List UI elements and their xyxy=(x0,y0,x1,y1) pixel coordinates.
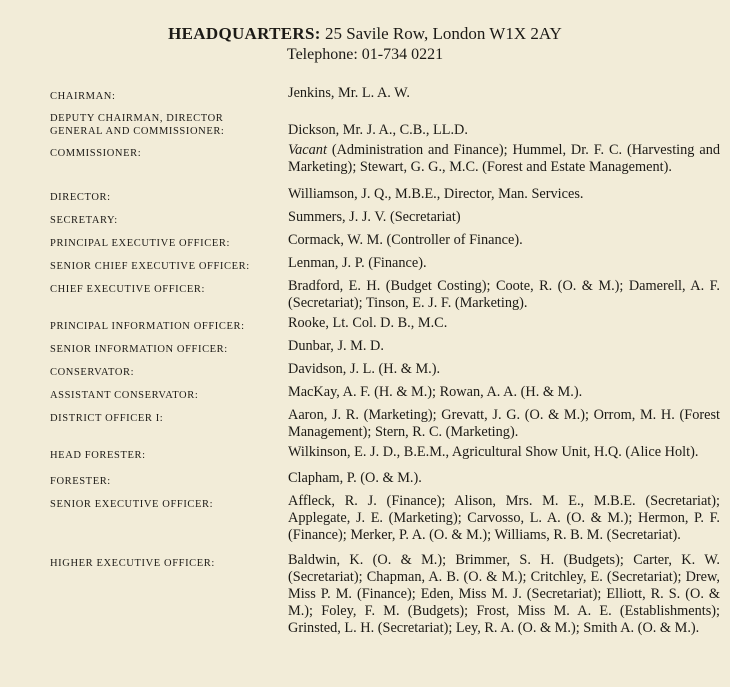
entry-secretary xyxy=(50,209,720,229)
entry-value: Jenkins, Mr. L. A. W. xyxy=(288,85,410,101)
entry-principal-executive-officer xyxy=(50,232,720,252)
entry-value: Williamson, J. Q., M.B.E., Director, Man. Services. xyxy=(288,186,584,202)
entry-chairman xyxy=(50,85,720,105)
entry-value: Affleck, R. J. (Finance); Alison, Mrs. M. E., M.B.E. (Secretariat); Applegate, J. E. (Marketing); Carvosso, L. A. (O. & M.); Hermon, P. F. (Finance); Merker, P. A. (O. & M.); Williams, R. B. M. (Secretariat). xyxy=(288,493,720,543)
entry-label: CHIEF EXECUTIVE OFFICER: xyxy=(50,284,205,295)
entry-label: SENIOR INFORMATION OFFICER: xyxy=(50,344,228,355)
entry-value: Dunbar, J. M. D. xyxy=(288,338,384,354)
entry-director xyxy=(50,186,720,206)
entry-commissioner xyxy=(50,142,720,176)
entry-label: CHAIRMAN: xyxy=(50,91,116,102)
entry-assistant-conservator xyxy=(50,384,720,404)
entry-value: Wilkinson, E. J. D., B.E.M., Agricultural Show Unit, H.Q. (Alice Holt). xyxy=(288,444,699,460)
entry-senior-chief-executive-officer xyxy=(50,255,720,275)
entry-senior-information-officer xyxy=(50,338,720,358)
entry-value: Lenman, J. P. (Finance). xyxy=(288,255,427,271)
entry-label: FORESTER: xyxy=(50,476,111,487)
entry-higher-executive-officer xyxy=(50,552,720,637)
entry-head-forester xyxy=(50,444,720,464)
entry-label: DISTRICT OFFICER I: xyxy=(50,413,164,424)
entry-principal-information-officer xyxy=(50,315,720,335)
headquarters-telephone: Telephone: 01-734 0221 xyxy=(286,46,444,63)
staff-list xyxy=(50,85,720,640)
entry-label: SENIOR EXECUTIVE OFFICER: xyxy=(50,499,214,510)
entry-label: HIGHER EXECUTIVE OFFICER: xyxy=(50,558,215,569)
entry-value: Dickson, Mr. J. A., C.B., LL.D. xyxy=(288,122,468,138)
entry-value: Bradford, E. H. (Budget Costing); Coote, R. (O. & M.); Damerell, A. F. (Secretariat); Tinson, E. J. F. (Marketing). xyxy=(288,278,720,311)
entry-label: COMMISSIONER: xyxy=(50,148,142,159)
entry-conservator xyxy=(50,361,720,381)
entry-value-rest: (Administration and Finance); Hummel, Dr. F. C. (Harvesting and Marketing); Stewart, G. G., M.C. (Forest and Estate Management). xyxy=(288,142,720,175)
entry-value: Clapham, P. (O. & M.). xyxy=(288,470,422,486)
entry-value: Summers, J. J. V. (Secretariat) xyxy=(288,209,461,225)
entry-value xyxy=(288,142,720,176)
entry-deputy-chairman xyxy=(50,109,720,139)
entry-label: PRINCIPAL EXECUTIVE OFFICER: xyxy=(50,238,230,249)
headquarters-heading xyxy=(0,24,730,44)
entry-label: HEAD FORESTER: xyxy=(50,450,146,461)
headquarters-label: HEADQUARTERS: xyxy=(168,24,321,43)
entry-forester xyxy=(50,470,720,490)
entry-label: DIRECTOR: xyxy=(50,192,111,203)
entry-value: MacKay, A. F. (H. & M.); Rowan, A. A. (H. & M.). xyxy=(288,384,583,400)
vacant-text: Vacant xyxy=(288,142,327,158)
entry-value: Aaron, J. R. (Marketing); Grevatt, J. G. (O. & M.); Orrom, M. H. (Forest Management); Stern, R. C. (Marketing). xyxy=(288,407,720,440)
entry-value: Baldwin, K. (O. & M.); Brimmer, S. H. (Budgets); Carter, K. W. (Secretariat); Chapman, A. B. (O. & M.); Critchley, E. (Secretariat); Drew, Miss P. M. (Finance); Eden, Miss M. J. (Secretariat); Elliott, R. S. (O. & M.); Foley, F. M. (Budgets); Frost, Miss M. A. E. (Establishments); Grinsted, L. H. (Secretariat); Ley, R. A. (O. & M.); Smith A. (O. & M.). xyxy=(288,552,720,636)
entry-label: ASSISTANT CONSERVATOR: xyxy=(50,390,199,401)
entry-value: Cormack, W. M. (Controller of Finance). xyxy=(288,232,523,248)
entry-label: SENIOR CHIEF EXECUTIVE OFFICER: xyxy=(50,261,250,272)
entry-label: DEPUTY CHAIRMAN, DIRECTOR GENERAL AND COMMISSIONER: xyxy=(50,113,225,137)
entry-value: Rooke, Lt. Col. D. B., M.C. xyxy=(288,315,448,331)
entry-value: Davidson, J. L. (H. & M.). xyxy=(288,361,441,377)
entry-label: SECRETARY: xyxy=(50,215,118,226)
entry-senior-executive-officer xyxy=(50,493,720,544)
headquarters-address: 25 Savile Row, London W1X 2AY xyxy=(324,24,562,43)
entry-label: CONSERVATOR: xyxy=(50,367,135,378)
entry-district-officer xyxy=(50,407,720,441)
entry-chief-executive-officer xyxy=(50,278,720,312)
entry-label: PRINCIPAL INFORMATION OFFICER: xyxy=(50,321,245,332)
